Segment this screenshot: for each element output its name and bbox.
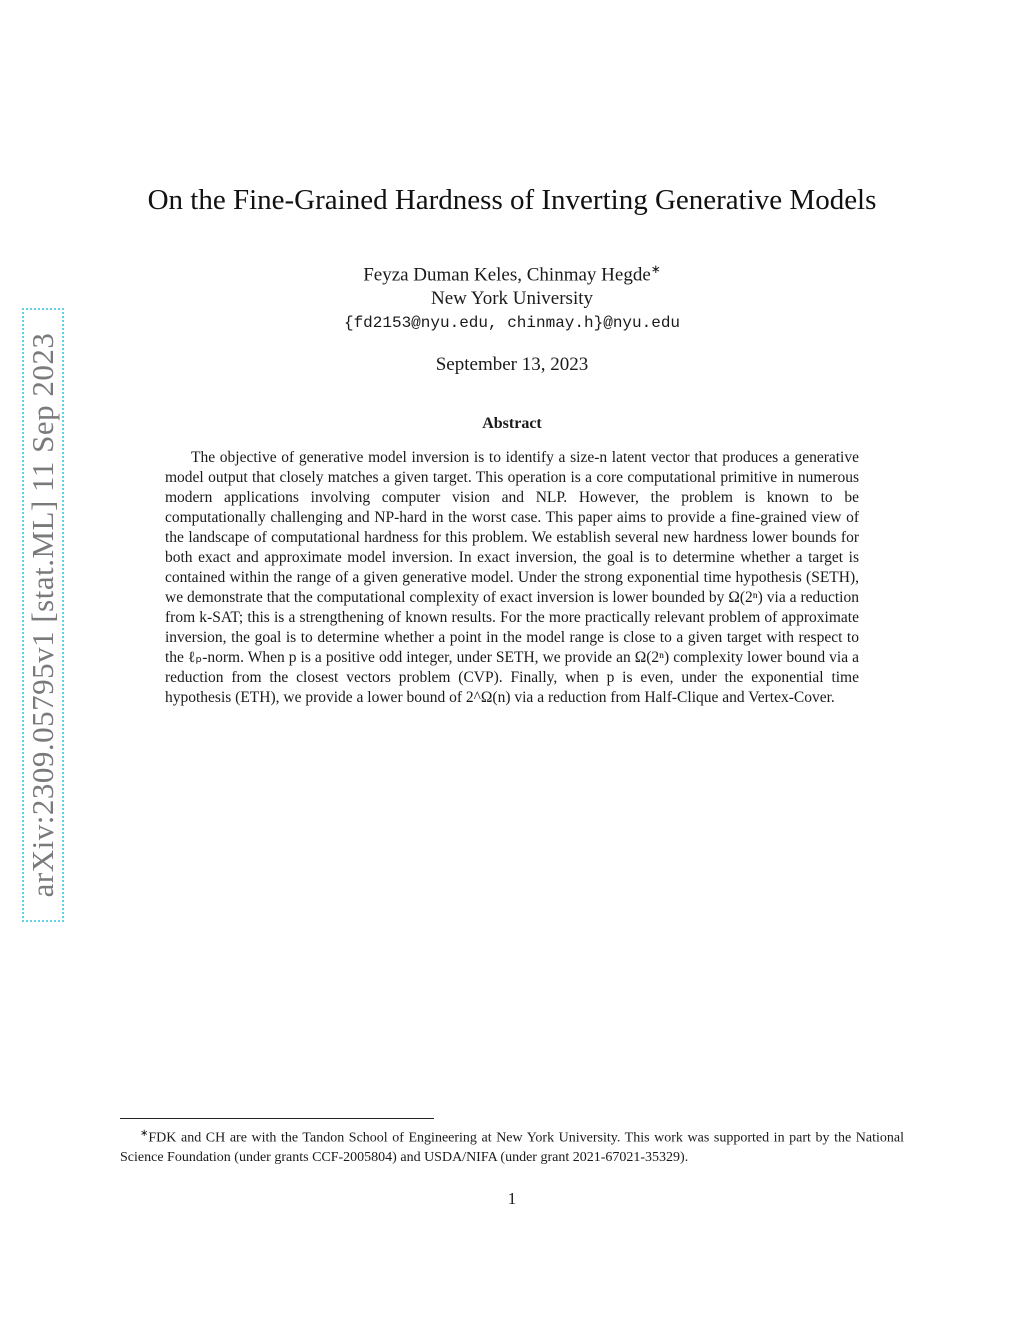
- author-names: [0, 257, 1024, 287]
- abstract-heading: Abstract: [482, 415, 542, 432]
- footnote-text: FDK and CH are with the Tandon School of Engineering at New York University. This work was supported in part by the National Science Foundation (under grants CCF-2005804) and USDA/NIFA (under grant 2021-67021-35329).: [120, 1130, 904, 1165]
- footnote-rule: [120, 1118, 434, 1119]
- author-email: {fd2153@nyu.edu, chinmay.h}@nyu.edu: [343, 314, 681, 333]
- abstract-text: The objective of generative model inversion is to identify a size-n latent vector that produces a generative model output that closely matches a given target. This operation is a core computational primitive in numerous modern applications involving computer vision and NLP. However, the problem is known to be computationally challenging and NP-hard in the worst case. This paper aims to provide a fine-grained view of the landscape of computational hardness for this problem. We establish several new hardness lower bounds for both exact and approximate model inversion. In exact inversion, the goal is to determine whether a target is contained within the range of a given generative model. Under the strong exponential time hypothesis (SETH), we demonstrate that the computational complexity of exact inversion is lower bounded by Ω(2ⁿ) via a reduction from k-SAT; this is a strengthening of known results. For the more practically relevant problem of approximate inversion, the goal is to determine whether a point in the model range is close to a given target with respect to the ℓₚ-norm. When p is a positive odd integer, under SETH, we provide an Ω(2ⁿ) complexity lower bound via a reduction from the closest vectors problem (CVP). Finally, when p is even, under the exponential time hypothesis (ETH), we provide a lower bound of 2^Ω(n) via a reduction from Half-Clique and Vertex-Cover.: [165, 449, 859, 706]
- author-names-text: Feyza Duman Keles, Chinmay Hegde: [363, 264, 651, 286]
- footnote: [120, 1124, 904, 1167]
- author-footnote-mark: ∗: [650, 262, 661, 276]
- author-block: [0, 257, 1024, 335]
- paper-date: September 13, 2023: [435, 354, 589, 375]
- author-affiliation: New York University: [430, 288, 594, 310]
- footnote-mark: ∗: [140, 1128, 149, 1139]
- paper-title: On the Fine-Grained Hardness of Inverting Generative Models: [147, 184, 877, 216]
- arxiv-stamp: [22, 308, 64, 922]
- page-number: 1: [507, 1189, 517, 1208]
- arxiv-stamp-text: arXiv:2309.05795v1 [stat.ML] 11 Sep 2023: [25, 332, 60, 898]
